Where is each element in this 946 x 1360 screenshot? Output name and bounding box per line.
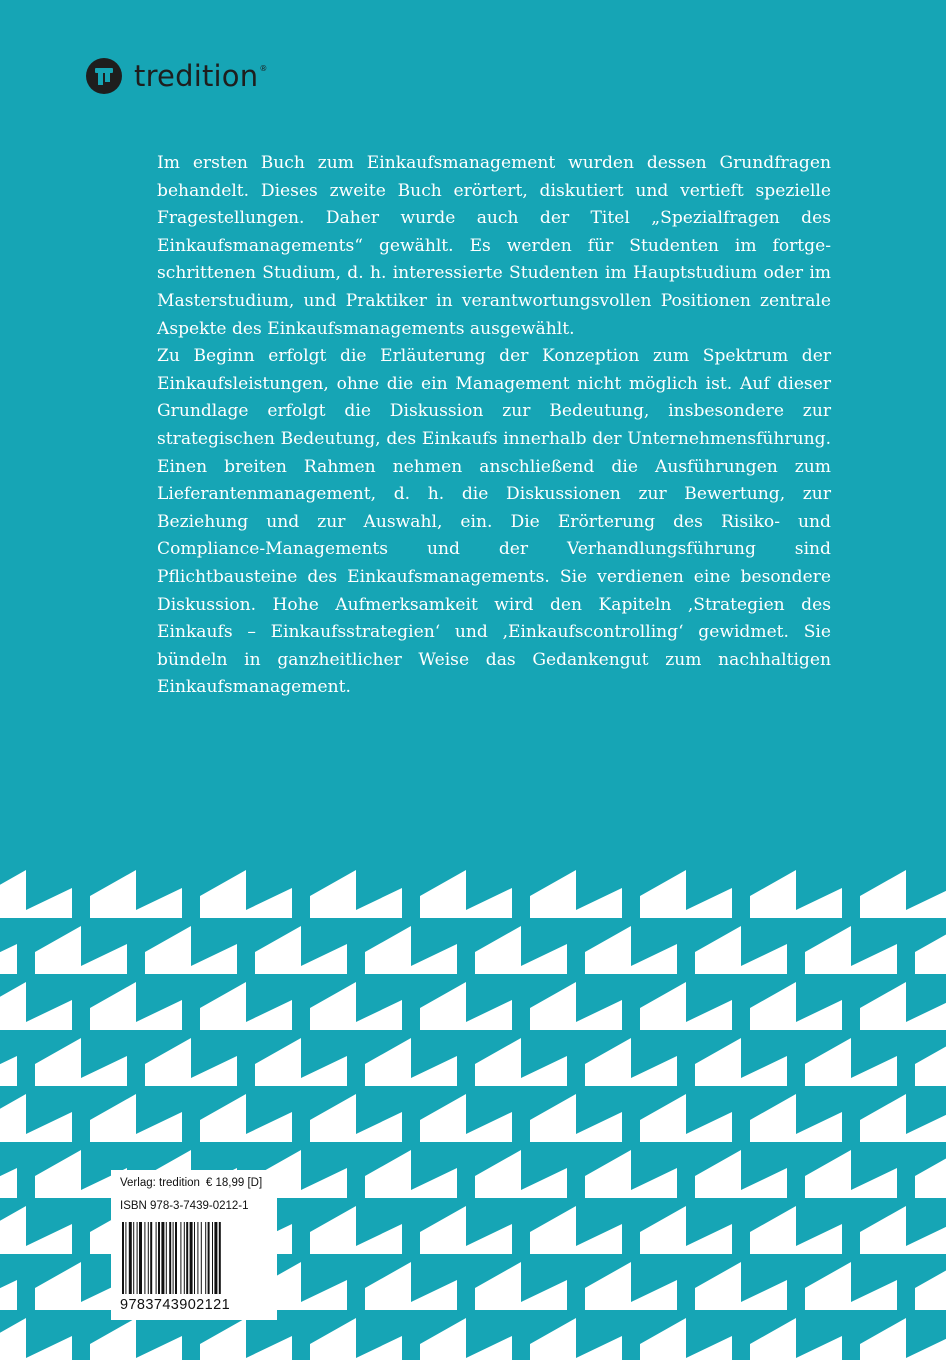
pattern-shape [420, 982, 512, 1030]
pattern-shape [475, 1150, 567, 1198]
blurb-paragraph-1: Im ersten Buch zum Einkaufsmanagement wurden dessen Grundfragen behandelt. Dieses zweite Buch erörtert, diskutiert und vertieft spezielle Fragestellungen. Daher wurde auch der Titel „Spezialfragen des Einkaufsmanagements“ gewählt. Es werden für Studenten im fortgeschrittenen Studium, d. h. interessierte Studenten im Hauptstudium oder im Masterstudium, und Praktiker in verantwortungsvollen Positionen zentrale Aspekte des Einkaufsmanagements ausgewählt. [157, 153, 831, 339]
pattern-shape [365, 1038, 457, 1086]
barcode-bar [190, 1222, 193, 1294]
pattern-shape [585, 1262, 677, 1310]
pattern-shape [640, 1206, 732, 1254]
registered-mark: ® [259, 64, 268, 73]
barcode-bars [120, 1222, 270, 1294]
pattern-shape [35, 1038, 127, 1086]
publisher-logo-name: tredition [134, 59, 259, 93]
pattern-shape [805, 1150, 897, 1198]
pattern-shape [200, 870, 292, 918]
blurb-paragraph-2: Zu Beginn erfolgt die Erläuterung der Konzeption zum Spektrum der Einkaufsleistungen, ohne die ein Management nicht möglich ist. Auf dieser Grundlage erfolgt die Diskussion zur Bedeutung, insbesondere zur strategischen Bedeutung, des Einkaufs innerhalb der Unternehmensführung. Einen breiten Rahmen nehmen anschließend die Ausführungen zum Lieferantenmanagement, d. h. die Diskussionen zur Bewertung, zur Beziehung und zur Auswahl, ein. Die Erörterung des Risiko- und Compliance-Managements und der Verhandlungsführung sind Pflichtbausteine des Einkaufsmanagements. Sie verdienen eine besondere Diskussion. Hohe Aufmerksamkeit wird den Kapiteln ‚Strategien des Einkaufs – Einkaufsstrategien‘ und ‚Einkaufscontrolling‘ gewidmet. Sie bündeln in ganzheitlicher Weise das Gedankengut zum nachhaltigen Einkaufsmanagement. [157, 346, 831, 698]
pattern-shape [420, 1094, 512, 1142]
pattern-shape [640, 870, 732, 918]
pattern-shape [0, 1150, 17, 1198]
pattern-shape [805, 1262, 897, 1310]
pattern-shape [200, 1318, 292, 1360]
barcode-bar [129, 1222, 132, 1294]
pattern-shape [35, 926, 127, 974]
pattern-shape [530, 870, 622, 918]
price-label: € 18,99 [D] [205, 1177, 263, 1189]
barcode-bar [122, 1222, 124, 1294]
isbn-label: ISBN 978-3-7439-0212-1 [120, 1200, 249, 1212]
barcode-bar [158, 1222, 160, 1294]
barcode-bar [219, 1222, 221, 1294]
pattern-shape [0, 1094, 72, 1142]
pattern-shape [90, 1318, 182, 1360]
pattern-shape [805, 926, 897, 974]
pattern-shape [695, 1038, 787, 1086]
pattern-shape [640, 1318, 732, 1360]
pattern-shape [585, 926, 677, 974]
pattern-shape [420, 1318, 512, 1360]
pattern-shape [640, 982, 732, 1030]
pattern-shape [695, 926, 787, 974]
pattern-shape [310, 1318, 402, 1360]
barcode-bar [184, 1222, 185, 1294]
pattern-shape [145, 1038, 237, 1086]
barcode-bar [205, 1222, 206, 1294]
pattern-shape [860, 982, 946, 1030]
barcode-bar [175, 1222, 177, 1294]
pattern-shape [915, 1038, 946, 1086]
pattern-shape [805, 1038, 897, 1086]
barcode-box [111, 1170, 277, 1320]
barcode-bar [186, 1222, 188, 1294]
barcode-bar [156, 1222, 157, 1294]
pattern-shape [90, 870, 182, 918]
barcode-bar [197, 1222, 198, 1294]
publisher-price-line [120, 1176, 269, 1191]
barcode-bar [161, 1222, 164, 1294]
pattern-shape [90, 1094, 182, 1142]
pattern-shape [750, 870, 842, 918]
pattern-shape [420, 870, 512, 918]
barcode-bar [201, 1222, 202, 1294]
pattern-shape [750, 1318, 842, 1360]
barcode-bar [194, 1222, 195, 1294]
pattern-shape [310, 1094, 402, 1142]
pattern-shape [0, 1262, 17, 1310]
blurb-text [157, 150, 831, 702]
pattern-shape [475, 1038, 567, 1086]
pattern-shape [915, 1150, 946, 1198]
pattern-shape [365, 1262, 457, 1310]
pattern-shape [0, 1206, 72, 1254]
pattern-shape [585, 1150, 677, 1198]
pattern-shape [0, 982, 72, 1030]
pattern-shape [200, 1094, 292, 1142]
barcode-bar [125, 1222, 126, 1294]
barcode-bar [214, 1222, 217, 1294]
pattern-shape [860, 1318, 946, 1360]
barcode-bar [173, 1222, 174, 1294]
pattern-shape [0, 870, 72, 918]
pattern-shape [530, 1094, 622, 1142]
barcode-bar [144, 1222, 145, 1294]
pattern-shape [750, 1206, 842, 1254]
barcode-bar [166, 1222, 167, 1294]
pattern-shape [585, 1038, 677, 1086]
pattern-shape [750, 982, 842, 1030]
barcode-bar [208, 1222, 210, 1294]
tredition-logo-icon [86, 58, 122, 94]
pattern-shape [0, 926, 17, 974]
pattern-shape [530, 982, 622, 1030]
barcode-bar [212, 1222, 213, 1294]
pattern-shape [475, 1262, 567, 1310]
pattern-shape [90, 982, 182, 1030]
pattern-shape [310, 1206, 402, 1254]
ean-digits: 9783743902121 [120, 1297, 231, 1313]
barcode-bar [133, 1222, 134, 1294]
barcode-bar [150, 1222, 152, 1294]
pattern-shape [0, 1038, 17, 1086]
pattern-shape [365, 926, 457, 974]
pattern-shape [420, 1206, 512, 1254]
pattern-shape [145, 926, 237, 974]
barcode-bar [180, 1222, 181, 1294]
barcode-bar [169, 1222, 171, 1294]
pattern-shape [860, 1206, 946, 1254]
pattern-shape [695, 1262, 787, 1310]
barcode-bar [148, 1222, 149, 1294]
pattern-shape [310, 870, 402, 918]
pattern-shape [860, 1094, 946, 1142]
pattern-shape [255, 926, 347, 974]
pattern-shape [200, 982, 292, 1030]
pattern-shape [530, 1318, 622, 1360]
pattern-shape [310, 982, 402, 1030]
barcode-bar [139, 1222, 142, 1294]
pattern-shape [365, 1150, 457, 1198]
publisher-logo [86, 56, 267, 96]
pattern-shape [695, 1150, 787, 1198]
barcode-bar [137, 1222, 138, 1294]
pattern-shape [255, 1038, 347, 1086]
pattern-shape [475, 926, 567, 974]
pattern-shape [0, 1318, 72, 1360]
pattern-shape [640, 1094, 732, 1142]
pattern-shape [750, 1094, 842, 1142]
pattern-shape [915, 1262, 946, 1310]
pattern-shape [915, 926, 946, 974]
publisher-line: Verlag: tredition [120, 1177, 200, 1189]
pattern-shape [860, 870, 946, 918]
pattern-shape [530, 1206, 622, 1254]
